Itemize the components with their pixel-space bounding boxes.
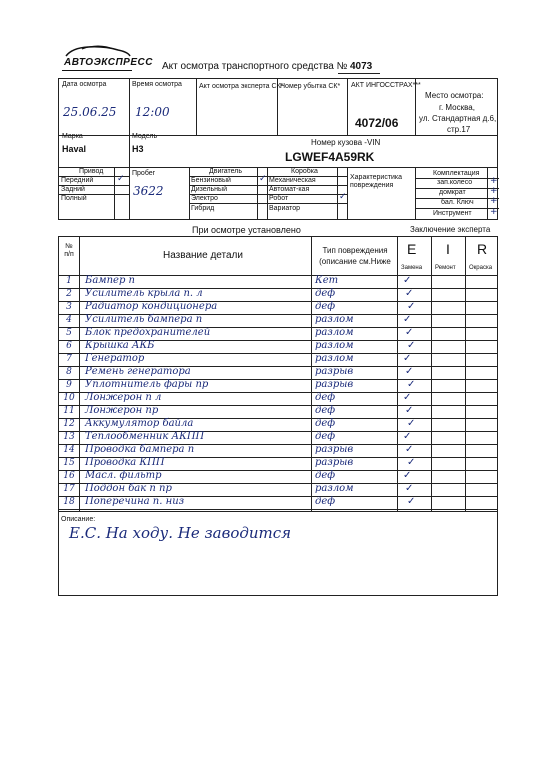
- kit-item-1: зап.колесо: [437, 179, 473, 186]
- drive-rear: Задний: [61, 186, 85, 193]
- table-row: [59, 327, 497, 341]
- established-label: При осмотре установлено: [192, 225, 301, 235]
- date-value: 25.06.25: [63, 105, 117, 119]
- kit-mark-4: +: [490, 207, 498, 217]
- row-number: 9: [66, 380, 72, 390]
- row-part-name: Теплообменник АКПП: [85, 431, 205, 442]
- row-part-name: Бампер п: [85, 275, 135, 286]
- row-replace-check-icon: ✓: [407, 418, 416, 429]
- row-part-name: Проводка КПП: [85, 457, 165, 468]
- time-label: Время осмотра: [132, 81, 182, 88]
- notes-block: [58, 512, 498, 596]
- model-label: Модель: [132, 133, 158, 140]
- row-replace-check-icon: ✓: [403, 470, 412, 481]
- row-part-name: Радиатор кондиционера: [85, 301, 218, 312]
- row-part-name: Генератор: [85, 353, 145, 364]
- row-part-name: Уплотнитель фары пр: [85, 379, 209, 390]
- engine-electric: Электро: [191, 195, 218, 202]
- mileage-value: 3622: [133, 184, 164, 198]
- place-line-2: ул. Стандартная д.6,: [419, 114, 497, 123]
- drive-front: Передний: [61, 177, 94, 184]
- kit-item-4: Инструмент: [433, 210, 472, 217]
- row-damage-type: разрыв: [315, 366, 354, 377]
- row-part-name: Лонжерон п л: [85, 392, 162, 403]
- row-part-name: Поддон бак п пр: [85, 483, 172, 494]
- vehicle-block: [58, 130, 498, 168]
- kit-mark-1: +: [490, 176, 498, 186]
- drive-front-check-icon: ✓: [117, 174, 125, 184]
- row-replace-check-icon: ✓: [405, 366, 414, 377]
- engine-diesel: Дизельный: [191, 186, 227, 193]
- table-rows: [59, 275, 497, 511]
- row-number: 12: [63, 419, 75, 429]
- expert-act-label: Акт осмотра эксперта СК*: [199, 83, 284, 90]
- table-row: [59, 431, 497, 445]
- brand-label: Марка: [62, 133, 83, 140]
- vin-value: LGWEF4A59RK: [285, 150, 375, 164]
- row-damage-type: разрыв: [315, 457, 354, 468]
- ingosstrakh-value: 4072/06: [355, 116, 399, 130]
- table-row: [59, 457, 497, 471]
- gearbox-manual: Механическая: [269, 177, 316, 184]
- table-row: [59, 340, 497, 354]
- row-damage-type: разрыв: [315, 379, 354, 390]
- drive-label: Привод: [79, 168, 104, 175]
- gearbox-auto: Автомат-кая: [269, 186, 310, 193]
- kit-mark-3: +: [490, 196, 498, 206]
- gearbox-robot-check-icon: ✓: [339, 192, 347, 202]
- num-label: № п/п: [64, 243, 74, 258]
- table-row: [59, 379, 497, 393]
- row-number: 11: [63, 406, 75, 416]
- time-value: 12:00: [135, 105, 170, 119]
- gearbox-robot: Робот: [269, 195, 289, 202]
- row-number: 14: [63, 445, 75, 455]
- row-replace-check-icon: ✓: [405, 483, 414, 494]
- brand-value: Haval: [62, 144, 87, 154]
- row-damage-type: деф: [315, 288, 336, 299]
- company-logo: [62, 44, 153, 74]
- row-number: 13: [63, 432, 75, 442]
- kit-mark-2: +: [490, 186, 498, 196]
- row-part-name: Поперечина п. низ: [85, 496, 185, 507]
- act-number: 4073: [350, 61, 373, 72]
- table-row: [59, 496, 497, 510]
- ingosstrakh-label: АКТ ИНГОССТРАХ***: [351, 82, 421, 89]
- place-line-1: г. Москва,: [439, 103, 475, 112]
- row-part-name: Проводка бампера п: [85, 444, 195, 455]
- row-damage-type: разлом: [315, 353, 354, 364]
- inspection-table: [58, 236, 498, 512]
- row-replace-check-icon: ✓: [403, 431, 412, 442]
- kit-item-2: домкрат: [439, 189, 466, 196]
- row-number: 4: [66, 315, 72, 325]
- place-line-3: стр.17: [447, 125, 471, 134]
- row-damage-type: деф: [315, 405, 336, 416]
- row-number: 18: [63, 497, 75, 507]
- row-damage-type: деф: [315, 470, 336, 481]
- mileage-label: Пробег: [132, 170, 156, 177]
- conclusion-label: Заключение эксперта: [410, 225, 491, 234]
- row-part-name: Аккумулятор байла: [85, 418, 194, 429]
- gearbox-cvt: Вариатор: [269, 205, 301, 212]
- row-number: 3: [66, 302, 72, 312]
- col-r-sub: Окраска: [469, 265, 493, 271]
- row-replace-check-icon: ✓: [405, 288, 414, 299]
- vin-label: Номер кузова -VIN: [311, 138, 381, 147]
- row-replace-check-icon: ✓: [407, 379, 416, 390]
- table-row: [59, 483, 497, 497]
- place-label: Место осмотра:: [425, 91, 484, 100]
- row-replace-check-icon: ✓: [407, 496, 416, 507]
- loss-number-label: Номер убытка СК*: [280, 83, 341, 90]
- row-damage-type: разлом: [315, 314, 354, 325]
- table-row: [59, 405, 497, 419]
- row-part-name: Крышка АКБ: [85, 340, 155, 351]
- col-e-sub: Замена: [401, 265, 423, 271]
- kit-label: Комплектация: [433, 170, 480, 177]
- model-value: H3: [132, 144, 144, 154]
- engine-petrol-check-icon: ✓: [259, 174, 267, 184]
- notes-label: Описание:: [61, 516, 96, 523]
- damage-char-label-1: Характеристика повреждения: [350, 174, 403, 189]
- col-i-sub: Ремонт: [435, 265, 456, 271]
- engine-petrol: Бензиновый: [191, 177, 231, 184]
- part-label: Название детали: [163, 250, 243, 261]
- row-part-name: Ремень генератора: [85, 366, 191, 377]
- row-number: 7: [66, 354, 72, 364]
- row-number: 17: [63, 484, 75, 494]
- table-row: [59, 301, 497, 315]
- table-row: [59, 353, 497, 367]
- row-replace-check-icon: ✓: [403, 314, 412, 325]
- row-replace-check-icon: ✓: [407, 457, 416, 468]
- date-label: Дата осмотра: [62, 81, 107, 88]
- table-row: [59, 288, 497, 302]
- row-number: 5: [66, 328, 72, 338]
- row-part-name: Масл. фильтр: [85, 470, 162, 481]
- row-number: 1: [66, 276, 72, 286]
- damage-type-label: Тип повреждения (описание см.Ниже: [319, 246, 391, 266]
- row-number: 2: [66, 289, 72, 299]
- row-number: 8: [66, 367, 72, 377]
- table-row: [59, 418, 497, 432]
- kit-item-3: бал. Ключ: [441, 199, 474, 206]
- table-row: [59, 444, 497, 458]
- table-row: [59, 275, 497, 289]
- row-number: 15: [63, 458, 75, 468]
- row-replace-check-icon: ✓: [405, 444, 414, 455]
- table-row: [59, 470, 497, 484]
- row-damage-type: деф: [315, 392, 336, 403]
- row-replace-check-icon: ✓: [405, 405, 414, 416]
- row-number: 10: [63, 393, 75, 403]
- engine-label: Двигатель: [209, 168, 243, 175]
- logo-text: АВТОЭКСПРЕСС: [64, 57, 153, 68]
- row-part-name: Блок предохранителей: [85, 327, 211, 338]
- row-damage-type: деф: [315, 301, 336, 312]
- notes-text: Е.С. На ходу. Не заводится: [69, 524, 292, 542]
- car-silhouette-icon: [62, 44, 134, 58]
- specs-block: [58, 168, 498, 220]
- row-replace-check-icon: ✓: [403, 275, 412, 286]
- document-title: Акт осмотра транспортного средства №: [162, 61, 348, 72]
- info-block: [58, 78, 498, 136]
- row-replace-check-icon: ✓: [403, 353, 412, 364]
- drive-all: Полный: [61, 195, 87, 202]
- row-replace-check-icon: ✓: [407, 340, 416, 351]
- col-i-header: I: [446, 241, 450, 257]
- row-part-name: Усилитель крыла п. л: [85, 288, 203, 299]
- row-replace-check-icon: ✓: [405, 327, 414, 338]
- row-part-name: Лонжерон пр: [85, 405, 159, 416]
- table-row: [59, 392, 497, 406]
- col-e-header: E: [407, 241, 417, 257]
- row-number: 16: [63, 471, 75, 481]
- row-number: 6: [66, 341, 72, 351]
- engine-hybrid: Гибрид: [191, 205, 215, 212]
- row-damage-type: разлом: [315, 340, 354, 351]
- row-damage-type: деф: [315, 431, 336, 442]
- col-r-header: R: [477, 241, 488, 257]
- table-row: [59, 314, 497, 328]
- row-replace-check-icon: ✓: [403, 392, 412, 403]
- table-row: [59, 366, 497, 380]
- row-damage-type: деф: [315, 418, 336, 429]
- row-part-name: Усилитель бампера п: [85, 314, 203, 325]
- row-replace-check-icon: ✓: [407, 301, 416, 312]
- row-damage-type: разлом: [315, 327, 354, 338]
- row-damage-type: Кет: [315, 275, 339, 286]
- gearbox-label: Коробка: [291, 168, 318, 175]
- row-damage-type: разрыв: [315, 444, 354, 455]
- row-damage-type: деф: [315, 496, 336, 507]
- row-damage-type: разлом: [315, 483, 354, 494]
